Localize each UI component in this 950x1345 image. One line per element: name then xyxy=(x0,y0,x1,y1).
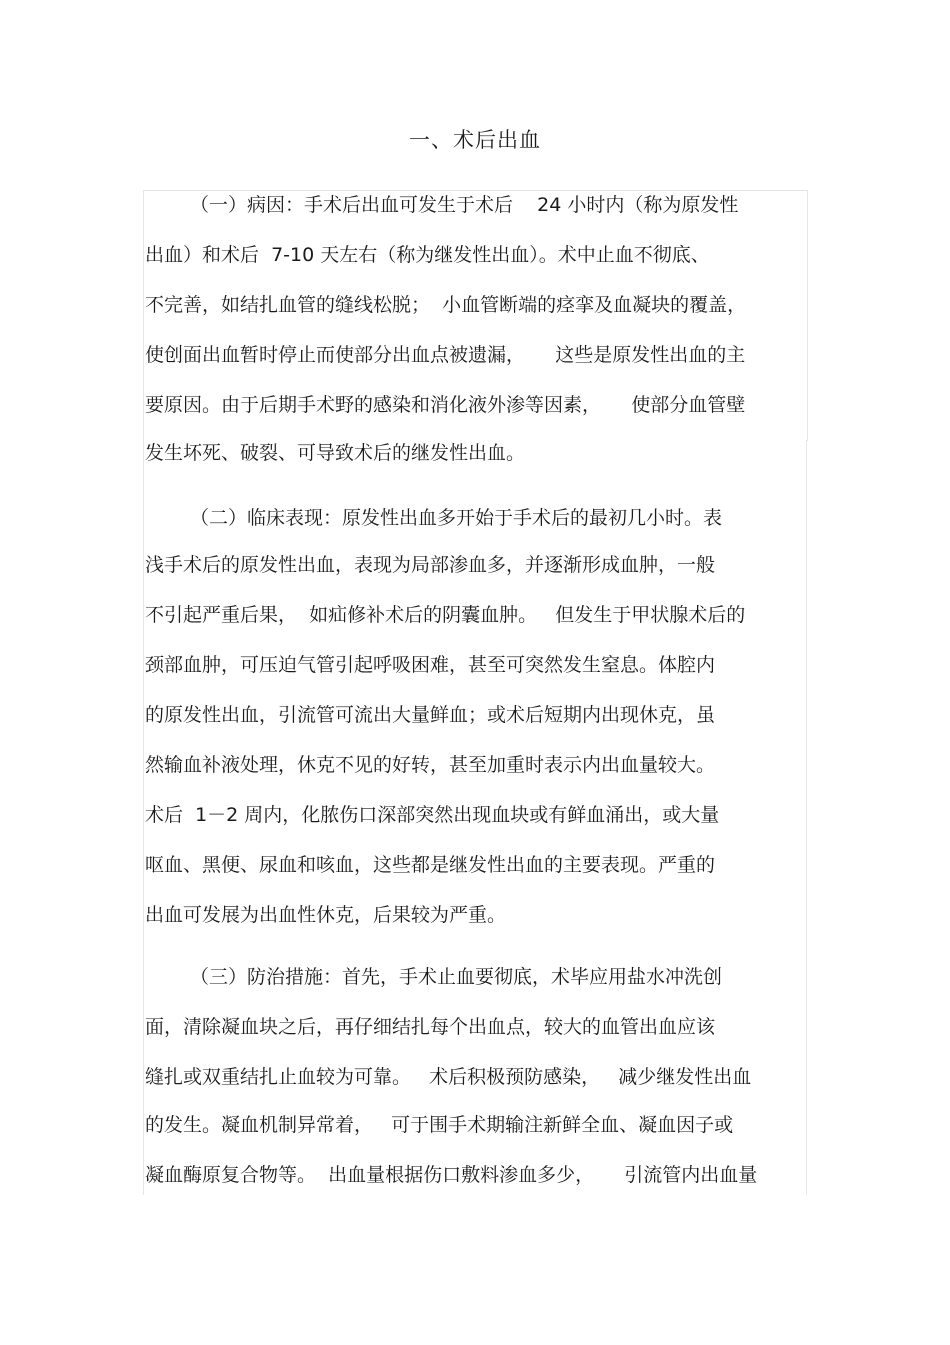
text-line: 不完善，如结扎血管的缝线松脱； 小血管断端的痉挛及血凝块的覆盖， xyxy=(145,294,747,316)
text-line: 术后 1－2 周内，化脓伤口深部突然出现血块或有鲜血涌出，或大量 xyxy=(145,804,720,826)
page-title: 一、术后出血 xyxy=(409,128,541,152)
text-line: 不引起严重后果， 如疝修补术后的阴囊血肿。 但发生于甲状腺术后的 xyxy=(145,604,746,626)
text-line: （二）临床表现：原发性出血多开始于手术后的最初几小时。表 xyxy=(190,507,723,529)
text-line: 的发生。凝血机制异常着， 可于围手术期输注新鲜全血、凝血因子或 xyxy=(145,1114,734,1136)
text-line: 然输血补液处理，休克不见的好转，甚至加重时表示内出血量较大。 xyxy=(145,754,716,776)
text-line: 出血）和术后 7-10 天左右（称为继发性出血）。术中止血不彻底、 xyxy=(145,244,710,266)
text-line: 出血可发展为出血性休克，后果较为严重。 xyxy=(145,904,507,926)
text-line: 颈部血肿，可压迫气管引起呼吸困难，甚至可突然发生窒息。体腔内 xyxy=(145,654,716,676)
text-line: 凝血酶原复合物等。 出血量根据伤口敷料渗血多少， 引流管内出血量 xyxy=(145,1164,758,1186)
text-line: 的原发性出血，引流管可流出大量鲜血；或术后短期内出现休克，虽 xyxy=(145,704,716,726)
text-line: 浅手术后的原发性出血，表现为局部渗血多，并逐渐形成血肿，一般 xyxy=(145,554,716,576)
text-line: 要原因。由于后期手术野的感染和消化液外渗等因素， 使部分血管壁 xyxy=(145,394,746,416)
text-line: 使创面出血暂时停止而使部分出血点被遗漏， 这些是原发性出血的主 xyxy=(145,344,746,366)
text-line: （一）病因：手术后出血可发生于术后 24 小时内（称为原发性 xyxy=(190,194,739,216)
text-line: 发生坏死、破裂、可导致术后的继发性出血。 xyxy=(145,442,526,464)
text-line: （三）防治措施：首先，手术止血要彻底，术毕应用盐水冲洗创 xyxy=(190,966,723,988)
frame-right-edge xyxy=(806,440,807,1195)
text-line: 缝扎或双重结扎止血较为可靠。 术后积极预防感染， 减少继发性出血 xyxy=(145,1066,752,1088)
text-line: 呕血、黑便、尿血和咳血，这些都是继发性出血的主要表现。严重的 xyxy=(145,854,716,876)
text-line: 面，清除凝血块之后，再仔细结扎每个出血点，较大的血管出血应该 xyxy=(145,1016,716,1038)
frame-left-edge xyxy=(143,440,144,1195)
